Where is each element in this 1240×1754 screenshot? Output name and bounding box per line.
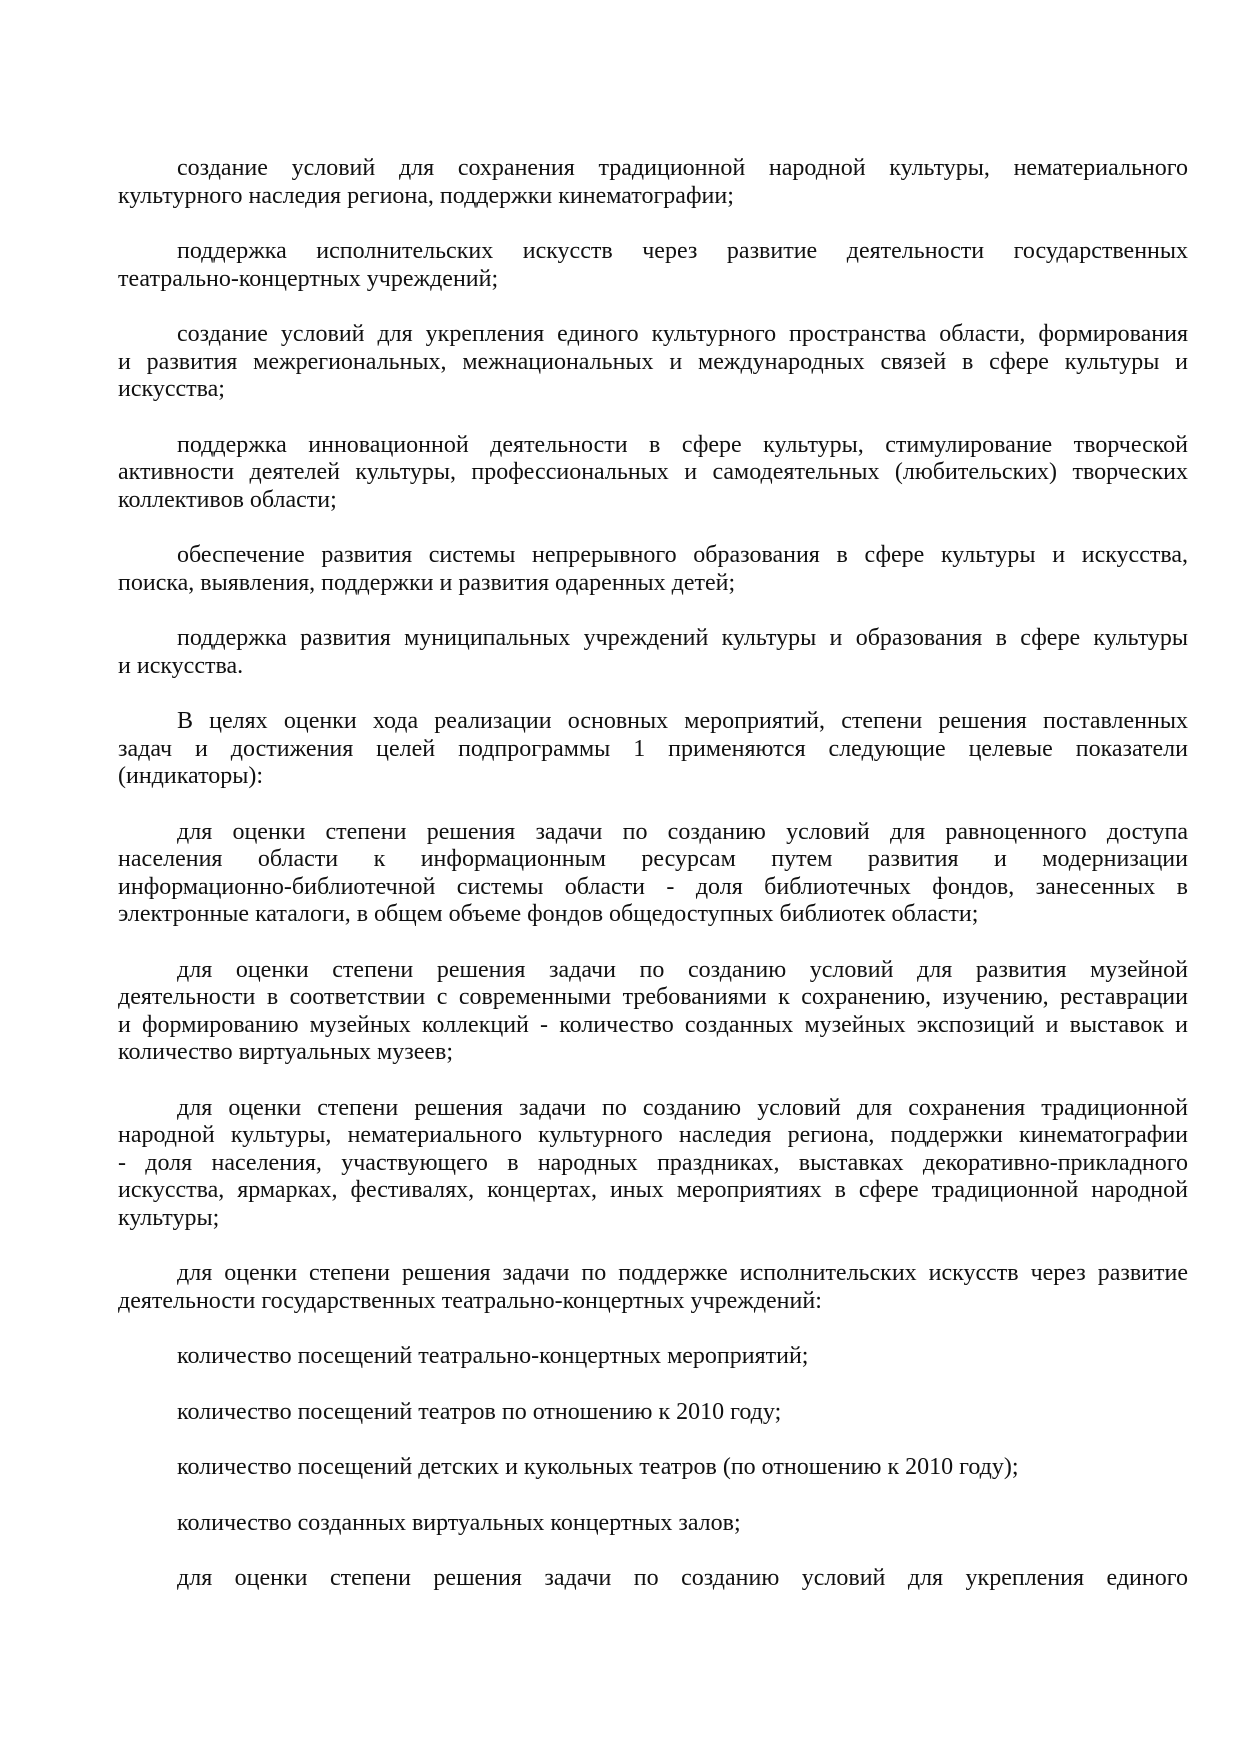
paragraph — [118, 1454, 1188, 1482]
text-line: театрально-концертных учреждений; — [118, 265, 499, 292]
text-line: искусства, ярмарках, фестивалях, концертах, иных мероприятиях в сфере традиционной народной — [118, 1177, 1188, 1203]
text-line: населения области к информационным ресурсам путем развития и модернизации — [118, 846, 1188, 872]
text-line: задач и достижения целей подпрограммы 1 применяются следующие целевые показатели — [118, 735, 1188, 762]
text-line: поддержка инновационной деятельности в сфере культуры, стимулирование творческой — [177, 431, 1188, 458]
document-page — [118, 155, 1188, 1621]
text-line: количество созданных виртуальных концертных залов; — [177, 1509, 741, 1536]
paragraph — [118, 321, 1188, 404]
text-line: - доля населения, участвующего в народных праздниках, выставках декоративно-прикладного — [118, 1149, 1188, 1176]
text-line: для оценки степени решения задачи по созданию условий для равноценного доступа — [177, 818, 1188, 845]
text-line: электронные каталоги, в общем объеме фондов общедоступных библиотек области; — [118, 901, 979, 927]
text-line: обеспечение развития системы непрерывного образования в сфере культуры и искусства, — [177, 542, 1188, 568]
text-line: для оценки степени решения задачи по созданию условий для развития музейной — [177, 956, 1188, 983]
paragraph — [118, 1510, 1188, 1538]
text-line: активности деятелей культуры, профессиональных и самодеятельных (любительских) творческих — [118, 459, 1188, 485]
text-line: поиска, выявления, поддержки и развития одаренных детей; — [118, 569, 736, 596]
text-line: количество виртуальных музеев; — [118, 1039, 454, 1065]
paragraph — [118, 625, 1188, 680]
text-line: В целях оценки хода реализации основных мероприятий, степени решения поставленных — [177, 708, 1188, 734]
text-line: деятельности государственных театрально-концертных учреждений: — [118, 1287, 822, 1314]
text-line: информационно-библиотечной системы области - доля библиотечных фондов, занесенных в — [118, 873, 1188, 900]
paragraph — [118, 957, 1188, 1067]
paragraph — [118, 819, 1188, 929]
text-line: и развития межрегиональных, межнациональных и международных связей в сфере культуры и — [118, 348, 1188, 375]
paragraph — [118, 432, 1188, 515]
text-line: народной культуры, нематериального культурного наследия региона, поддержки кинематографии — [118, 1122, 1188, 1148]
text-line: поддержка исполнительских искусств через развитие деятельности государственных — [177, 238, 1188, 264]
text-line: и искусства. — [118, 652, 244, 679]
text-line: (индикаторы): — [118, 763, 264, 789]
text-line: для оценки степени решения задачи по созданию условий для сохранения традиционной — [177, 1094, 1188, 1121]
text-line: коллективов области; — [118, 486, 337, 513]
paragraph — [118, 155, 1188, 210]
paragraph — [118, 238, 1188, 293]
text-line: поддержка развития муниципальных учреждений культуры и образования в сфере культуры — [177, 625, 1188, 651]
text-line: для оценки степени решения задачи по поддержке исполнительских искусств через развитие — [177, 1260, 1188, 1286]
paragraph — [118, 1565, 1188, 1593]
text-line: культуры; — [118, 1204, 220, 1231]
text-line: и формированию музейных коллекций - количество созданных музейных экспозиций и выставок и — [118, 1011, 1188, 1038]
text-line: количество посещений детских и кукольных театров (по отношению к 2010 году); — [177, 1454, 1019, 1480]
paragraph — [118, 1095, 1188, 1233]
text-line: культурного наследия региона, поддержки кинематографии; — [118, 182, 734, 209]
paragraph — [118, 1343, 1188, 1371]
text-line: искусства; — [118, 376, 225, 402]
text-line: создание условий для укрепления единого культурного пространства области, формирования — [177, 321, 1188, 347]
paragraph — [118, 1399, 1188, 1427]
paragraph — [118, 708, 1188, 791]
text-line: деятельности в соответствии с современными требованиями к сохранению, изучению, реставрации — [118, 984, 1188, 1010]
text-line: количество посещений театрально-концертных мероприятий; — [177, 1343, 809, 1369]
text-line: количество посещений театров по отношению к 2010 году; — [177, 1398, 782, 1425]
text-line: для оценки степени решения задачи по созданию условий для укрепления единого — [177, 1565, 1188, 1591]
text-line: создание условий для сохранения традиционной народной культуры, нематериального — [177, 155, 1188, 181]
paragraph — [118, 542, 1188, 597]
paragraph — [118, 1260, 1188, 1315]
